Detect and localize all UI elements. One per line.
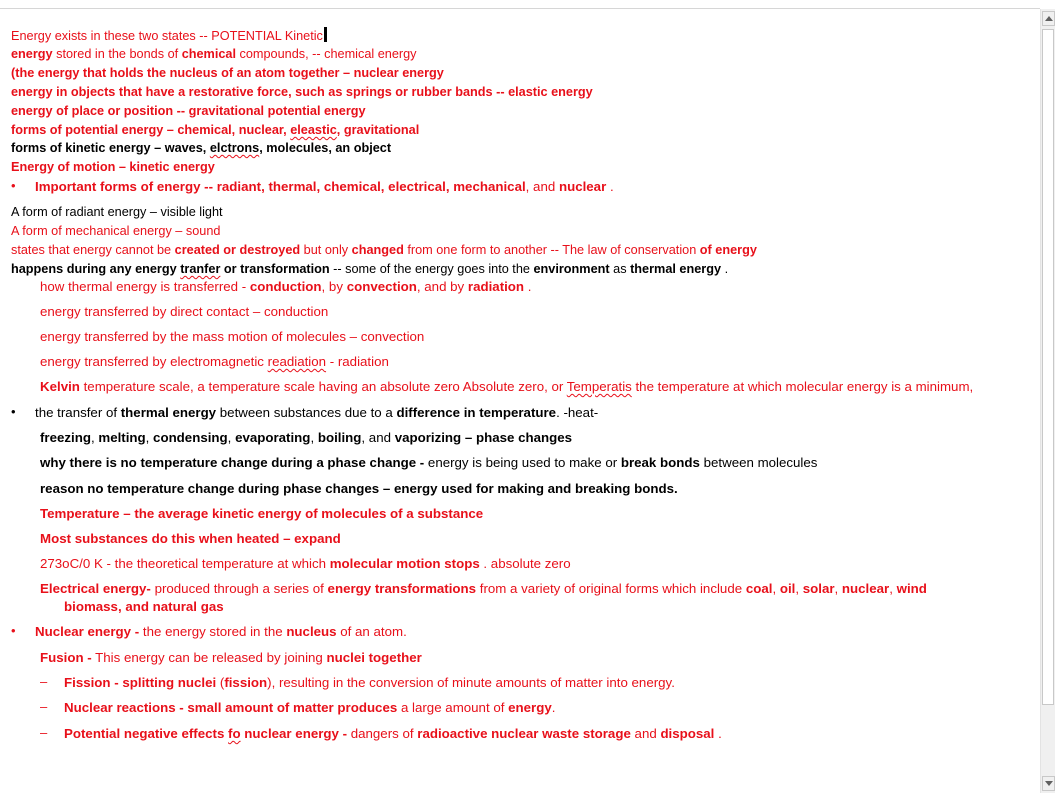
bullet-marker: • — [11, 623, 16, 638]
text-line: Nuclear reactions - small amount of matter produces a large amount of energy. — [64, 700, 556, 715]
text-line: energy stored in the bonds of chemical compounds, -- chemical energy — [11, 47, 417, 61]
text-line: Energy exists in these two states -- POTENTIAL Kinetic — [11, 27, 327, 45]
text-line: Potential negative effects fo nuclear energy - dangers of radioactive nuclear waste storage and disposal . — [64, 726, 722, 741]
text-line: Kelvin temperature scale, a temperature scale having an absolute zero Absolute zero, or Temperatis the temperature at which molecular energy is a minimum, — [40, 379, 974, 394]
text-line: Fission - splitting nuclei (fission), resulting in the conversion of minute amounts of matter into energy. — [64, 675, 675, 690]
text-line: happens during any energy tranfer or transformation -- some of the energy goes into the environment as thermal energy . — [11, 262, 729, 276]
text-line: biomass, and natural gas — [64, 599, 224, 614]
text-line: states that energy cannot be created or destroyed but only changed from one form to another -- The law of conservation of energy — [11, 243, 757, 257]
text-line: reason no temperature change during phase changes – energy used for making and breaking bonds. — [40, 481, 678, 496]
text-line: Temperature – the average kinetic energy of molecules of a substance — [40, 506, 484, 521]
bullet-marker: • — [11, 404, 16, 419]
scroll-down-button[interactable] — [1042, 776, 1055, 791]
dash-marker: – — [40, 699, 48, 714]
vertical-scrollbar[interactable] — [1040, 9, 1055, 793]
text-line: Most substances do this when heated – expand — [40, 531, 341, 546]
document-body[interactable] — [0, 9, 1040, 793]
spelling-error[interactable]: tranfer — [180, 262, 221, 276]
scroll-thumb[interactable] — [1042, 29, 1054, 705]
text-line: energy in objects that have a restorative force, such as springs or rubber bands -- elastic energy — [11, 85, 593, 99]
text-line: energy transferred by the mass motion of molecules – convection — [40, 329, 425, 344]
scroll-up-arrow-icon — [1045, 16, 1053, 21]
text-line: forms of potential energy – chemical, nuclear, eleastic, gravitational — [11, 123, 420, 137]
text-line: A form of mechanical energy – sound — [11, 224, 221, 238]
text-line: freezing, melting, condensing, evaporating, boiling, and vaporizing – phase changes — [40, 430, 573, 445]
text-line: 273oC/0 K - the theoretical temperature at which molecular motion stops . absolute zero — [40, 556, 571, 571]
text-line: energy of place or position -- gravitational potential energy — [11, 104, 366, 118]
text-line: Electrical energy- produced through a series of energy transformations from a variety of original forms which include coal, oil, solar, nuclear, wind — [40, 581, 927, 596]
dash-marker: – — [40, 725, 48, 740]
spelling-error[interactable]: fo — [228, 726, 241, 741]
text-cursor — [324, 27, 327, 42]
scroll-up-button[interactable] — [1042, 11, 1055, 26]
text-line: Energy of motion – kinetic energy — [11, 160, 215, 174]
scroll-down-arrow-icon — [1045, 781, 1053, 786]
spelling-error[interactable]: eleastic — [290, 123, 337, 137]
text-line: Fusion - This energy can be released by joining nuclei together — [40, 650, 422, 665]
spelling-error[interactable]: Temperatis — [566, 379, 632, 394]
spelling-error[interactable]: elctrons — [209, 141, 260, 155]
dash-marker: – — [40, 674, 48, 689]
text-line: Important forms of energy -- radiant, thermal, chemical, electrical, mechanical, and nuclear . — [35, 179, 614, 194]
text-line: why there is no temperature change during a phase change - energy is being used to make or break bonds between molecules — [40, 455, 818, 470]
text-line: (the energy that holds the nucleus of an atom together – nuclear energy — [11, 66, 444, 80]
text-line: energy transferred by electromagnetic readiation - radiation — [40, 354, 389, 369]
text-line: forms of kinetic energy – waves, elctrons, molecules, an object — [11, 141, 392, 155]
bullet-marker: • — [11, 178, 16, 193]
text-line: energy transferred by direct contact – conduction — [40, 304, 329, 319]
text-line: the transfer of thermal energy between substances due to a difference in temperature. -heat- — [35, 405, 599, 420]
text-line: how thermal energy is transferred - conduction, by convection, and by radiation . — [40, 279, 532, 294]
spelling-error[interactable]: readiation — [267, 354, 327, 369]
text-line: A form of radiant energy – visible light — [11, 205, 223, 219]
text-line: Nuclear energy - the energy stored in the nucleus of an atom. — [35, 624, 407, 639]
ruler-edge — [0, 0, 1040, 9]
